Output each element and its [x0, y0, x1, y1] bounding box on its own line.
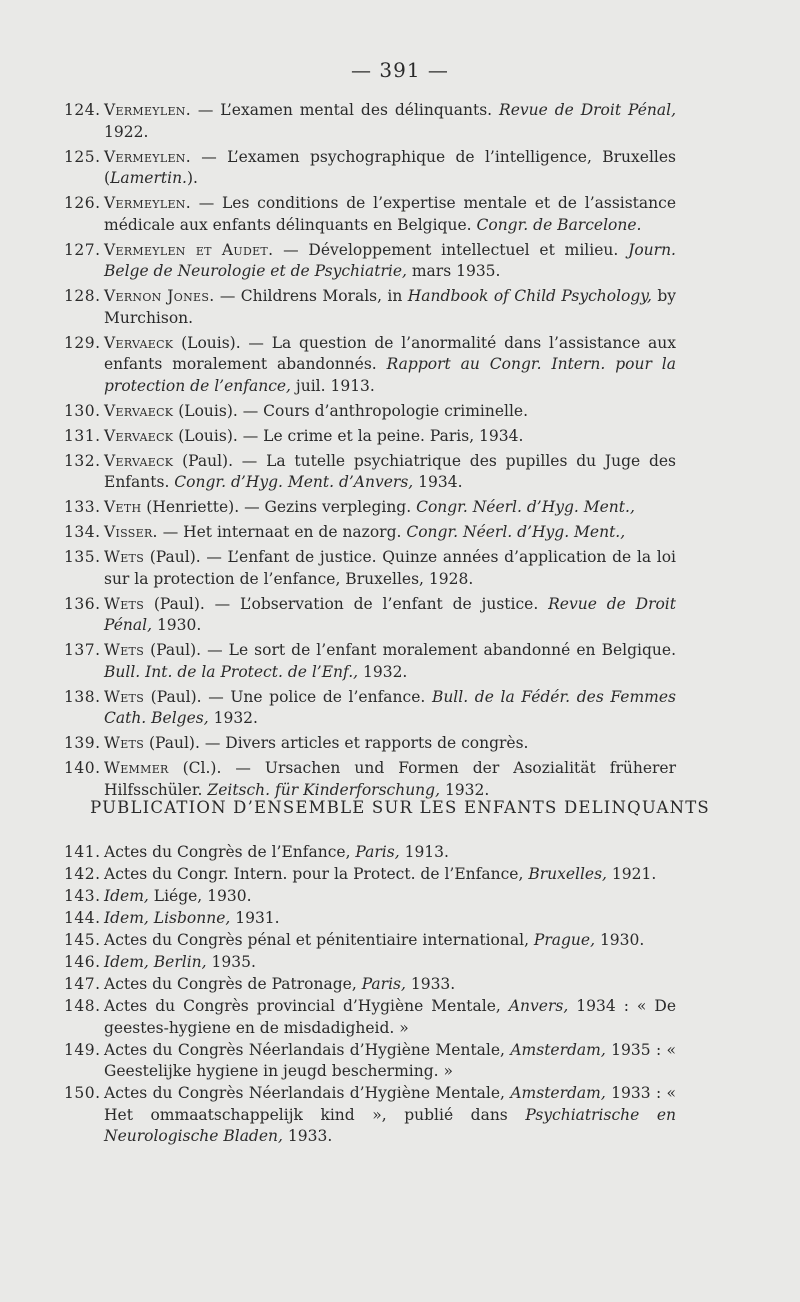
reference-source: Congr. d’Hyg. Ment. d’Anvers,	[174, 473, 414, 491]
reference-text: (Louis). — Cours d’anthropologie criminelle.	[173, 401, 529, 420]
reference-text: (Henriette). — Gezins verpleging.	[141, 498, 417, 516]
publication-body	[104, 974, 676, 996]
reference-text: (Paul). — La tutelle psychiatrique des pupilles du Juge des Enfants.	[104, 451, 676, 491]
reference-rest: mars 1935.	[406, 262, 501, 280]
reference-author: Visser.	[104, 523, 158, 541]
reference-source: Zeitsch. für Kinderforschung,	[207, 780, 441, 799]
reference-body	[104, 594, 676, 637]
reference-text: — L’examen psychographique de l’intelligence, Bruxelles (	[104, 147, 676, 187]
publication-rest: 1935 : « Geestelijke hygiene in jeugd bescherming. »	[104, 1040, 677, 1080]
reference-author: Vervaeck	[104, 333, 174, 352]
publication-rest: 1913.	[399, 843, 449, 861]
publication-source: Anvers,	[508, 997, 569, 1015]
reference-body	[104, 286, 676, 329]
publication-body	[104, 886, 676, 908]
publication-body	[104, 908, 676, 930]
reference-text: (Paul). — Une police de l’enfance.	[144, 687, 432, 706]
reference-entry	[64, 687, 676, 730]
publication-body	[104, 952, 676, 974]
reference-number: 129.	[64, 333, 101, 352]
publication-source: Amsterdam,	[510, 1040, 606, 1059]
reference-source: Bull. Int. de la Protect. de l’Enf.,	[104, 662, 359, 681]
reference-author: Vermeylen et Audet.	[104, 240, 274, 259]
publication-number: 143.	[64, 887, 101, 905]
reference-entry	[64, 522, 676, 544]
publication-source: Paris,	[361, 975, 406, 993]
publication-source: Idem, Lisbonne,	[104, 909, 231, 927]
reference-source: Rapport au Congr. Intern. pour la protection de l’enfance,	[104, 355, 676, 395]
reference-number: 140.	[64, 759, 101, 777]
page-number: — 391 —	[351, 58, 449, 82]
reference-entry	[64, 640, 676, 683]
reference-number: 125.	[64, 147, 101, 166]
reference-entry	[64, 100, 676, 143]
publication-entry	[64, 974, 676, 996]
reference-body	[104, 733, 676, 755]
reference-body	[104, 758, 676, 801]
references-list	[64, 100, 676, 805]
reference-author: Wets	[104, 641, 145, 659]
reference-text: (Louis). — Le crime et la peine. Paris, 1934.	[173, 426, 524, 445]
reference-source: Congr. de Barcelone.	[476, 215, 642, 234]
reference-author: Veth	[104, 498, 142, 516]
publication-source: Paris,	[355, 843, 400, 861]
reference-number: 131.	[64, 426, 101, 445]
reference-entry	[64, 286, 676, 329]
reference-text: (Paul). — Divers articles et rapports de congrès.	[144, 734, 529, 752]
reference-source: Handbook of Child Psychology,	[407, 287, 652, 305]
reference-entry	[64, 547, 676, 590]
reference-number: 128.	[64, 287, 101, 305]
publication-rest: 1931.	[230, 909, 280, 927]
reference-entry	[64, 451, 676, 494]
publication-body	[104, 996, 676, 1039]
reference-text: — Les conditions de l’expertise mentale et de l’assistance médicale aux enfants délinquants en Belgique.	[104, 194, 676, 234]
publication-entry	[64, 908, 676, 930]
reference-author: Vervaeck	[104, 401, 174, 420]
reference-rest: 1934.	[413, 473, 463, 491]
publication-rest: 1930.	[595, 931, 645, 949]
publication-text: Actes du Congrès de l’Enfance,	[104, 843, 356, 861]
reference-body	[104, 547, 676, 590]
reference-text: (Paul). — Le sort de l’enfant moralement abandonné en Belgique.	[144, 641, 676, 659]
reference-author: Wets	[104, 594, 145, 613]
publication-rest: 1921.	[606, 865, 657, 883]
reference-source: Journ. Belge de Neurologie et de Psychiatrie,	[104, 240, 676, 280]
reference-number: 126.	[64, 194, 101, 212]
reference-number: 130.	[64, 401, 101, 420]
publication-number: 144.	[64, 909, 101, 927]
reference-number: 139.	[64, 734, 101, 752]
publication-body	[104, 1040, 676, 1083]
reference-rest: ).	[186, 169, 198, 187]
publication-source: Prague,	[533, 931, 596, 949]
publication-rest: 1933 : « Het ommaatschappelijk kind », publié dans	[104, 1084, 677, 1124]
publication-text: Actes du Congrès provincial d’Hygiène Mentale,	[104, 997, 509, 1015]
publication-source: Bruxelles,	[528, 865, 607, 883]
publication-number: 147.	[64, 975, 101, 993]
reference-entry	[64, 401, 676, 423]
publication-source: Psychiatrische en Neurologische Bladen,	[104, 1105, 676, 1145]
reference-number: 127.	[64, 240, 101, 259]
reference-entry	[64, 497, 676, 519]
reference-source: Bull. de la Fédér. des Femmes Cath. Belges,	[104, 687, 676, 727]
publication-source: Idem, Berlin,	[104, 953, 207, 971]
reference-number: 135.	[64, 548, 101, 566]
reference-author: Vervaeck	[104, 426, 174, 445]
reference-author: Vervaeck	[104, 451, 174, 470]
reference-entry	[64, 147, 676, 190]
publication-rest: 1934 : « De geestes-hygiene en de misdadigheid. »	[104, 997, 676, 1037]
reference-source: Lamertin.	[110, 169, 187, 187]
reference-author: Vermeylen.	[104, 194, 191, 212]
reference-number: 132.	[64, 451, 101, 470]
publication-text: Actes du Congrès pénal et pénitentiaire international,	[104, 931, 534, 949]
publication-source: Idem,	[104, 887, 149, 905]
reference-entry	[64, 426, 676, 448]
reference-body	[104, 100, 676, 143]
reference-body	[104, 333, 676, 398]
reference-entry	[64, 594, 676, 637]
reference-source: Revue de Droit Pénal,	[104, 594, 676, 634]
publication-body	[104, 864, 676, 886]
publication-source: Amsterdam,	[510, 1084, 606, 1102]
publication-text: Actes du Congrès de Patronage,	[104, 975, 362, 993]
reference-rest: 1922.	[104, 122, 149, 141]
reference-author: Vermeylen.	[104, 101, 191, 119]
reference-rest: 1932.	[208, 709, 258, 727]
publication-entry	[64, 1083, 676, 1148]
reference-body	[104, 426, 676, 448]
reference-rest: 1930.	[152, 616, 202, 634]
reference-text: (Louis). — La question de l’anormalité dans l’assistance aux enfants moralement abandonnés.	[104, 333, 676, 373]
reference-rest: 1932.	[440, 780, 490, 799]
reference-text: — Développement intellectuel et milieu.	[273, 240, 629, 259]
reference-author: Wets	[104, 687, 145, 706]
reference-number: 124.	[64, 101, 101, 119]
reference-entry	[64, 758, 676, 801]
reference-number: 137.	[64, 641, 101, 659]
reference-body	[104, 193, 676, 236]
reference-entry	[64, 333, 676, 398]
reference-entry	[64, 240, 676, 283]
reference-source: Congr. Néerl. d’Hyg. Ment.,	[416, 498, 635, 516]
reference-author: Wets	[104, 548, 145, 566]
publication-text: Actes du Congrès Néerlandais d’Hygiène Mentale,	[104, 1084, 511, 1102]
publication-entry	[64, 1040, 676, 1083]
reference-entry	[64, 193, 676, 236]
publication-entry	[64, 886, 676, 908]
reference-text: (Paul). — L’enfant de justice. Quinze années d’application de la loi sur la protection de l’enfance, Bruxelles, 1928.	[104, 548, 676, 588]
reference-rest: 1932.	[358, 662, 408, 681]
publication-number: 141.	[64, 843, 101, 861]
reference-author: Vernon Jones.	[104, 287, 215, 305]
reference-text: — L’examen mental des délinquants.	[190, 101, 500, 119]
reference-body	[104, 147, 676, 190]
reference-body	[104, 687, 676, 730]
reference-body	[104, 401, 676, 423]
publication-number: 150.	[64, 1084, 101, 1102]
publication-body	[104, 842, 676, 864]
reference-number: 138.	[64, 687, 101, 706]
reference-source: Congr. Néerl. d’Hyg. Ment.,	[406, 523, 626, 541]
publication-number: 142.	[64, 865, 101, 883]
publication-rest: 1935.	[206, 953, 256, 971]
reference-rest: by Murchison.	[104, 287, 677, 327]
publication-entry	[64, 842, 676, 864]
reference-text: — Childrens Morals, in	[214, 287, 408, 305]
publication-rest: 1933.	[282, 1127, 333, 1145]
reference-body	[104, 497, 676, 519]
reference-author: Wets	[104, 734, 145, 752]
reference-body	[104, 240, 676, 283]
section-title: PUBLICATION D’ENSEMBLE SUR LES ENFANTS DELINQUANTS	[90, 798, 710, 817]
publication-body	[104, 930, 676, 952]
publication-entry	[64, 996, 676, 1039]
publication-body	[104, 1083, 676, 1148]
reference-text: — Het internaat en de nazorg.	[157, 523, 407, 541]
reference-number: 136.	[64, 594, 101, 613]
publication-number: 145.	[64, 931, 101, 949]
publication-rest: Liége, 1930.	[148, 887, 252, 905]
reference-number: 133.	[64, 498, 101, 516]
reference-body	[104, 522, 676, 544]
publication-number: 149.	[64, 1040, 101, 1059]
reference-author: Vermeylen.	[104, 147, 191, 166]
publication-entry	[64, 864, 676, 886]
reference-text: (Paul). — L’observation de l’enfant de justice.	[144, 594, 549, 613]
reference-source: Revue de Droit Pénal,	[499, 101, 676, 119]
publication-entry	[64, 952, 676, 974]
reference-entry	[64, 733, 676, 755]
publication-number: 146.	[64, 953, 101, 971]
reference-text: (Cl.). — Ursachen und Formen der Asozialität früherer Hilfsschüler.	[104, 759, 676, 799]
publication-text: Actes du Congr. Intern. pour la Protect. de l’Enfance,	[104, 865, 529, 883]
publication-text: Actes du Congrès Néerlandais d’Hygiène Mentale,	[104, 1040, 511, 1059]
reference-body	[104, 640, 676, 683]
reference-number: 134.	[64, 523, 101, 541]
publication-entry	[64, 930, 676, 952]
publications-list	[64, 842, 676, 1148]
reference-body	[104, 451, 676, 494]
reference-author: Wemmer	[104, 759, 169, 777]
publication-rest: 1933.	[405, 975, 456, 993]
publication-number: 148.	[64, 997, 101, 1015]
reference-rest: juil. 1913.	[290, 376, 375, 395]
